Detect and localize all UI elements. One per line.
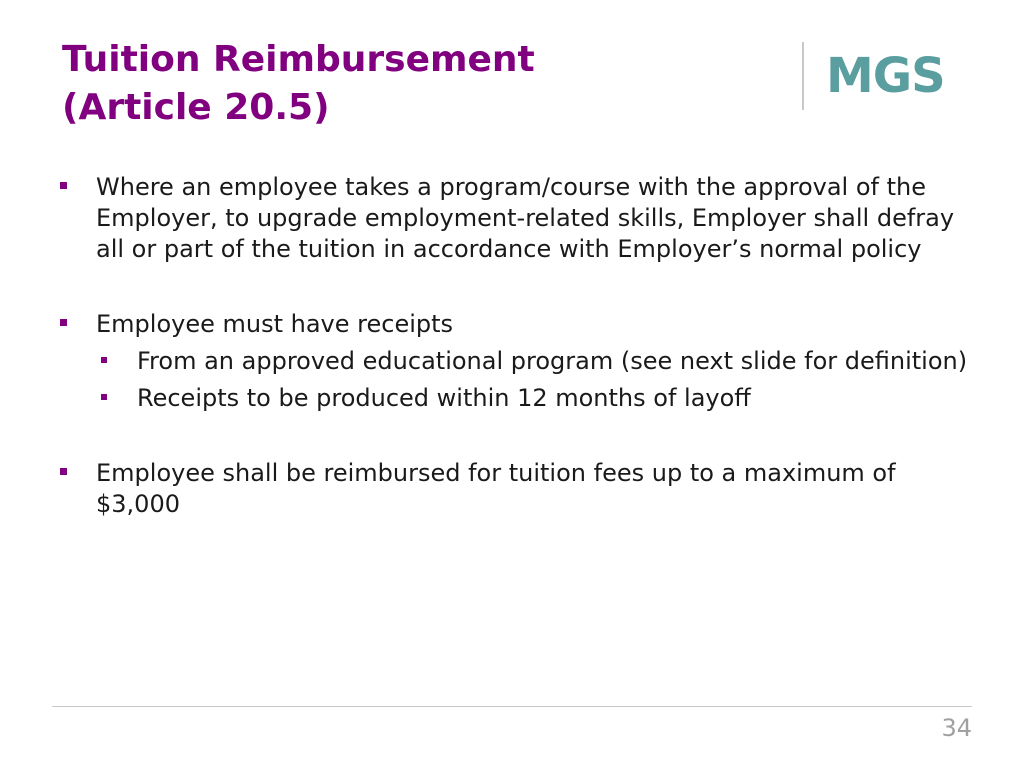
bullet-item-2 bbox=[56, 309, 986, 340]
sub-bullet-item-2 bbox=[56, 383, 986, 414]
bullet-item-1 bbox=[56, 172, 986, 265]
sub-bullet-text: From an approved educational program (see next slide for definition) bbox=[137, 347, 968, 375]
slide-title bbox=[62, 36, 762, 132]
slide-title-line-1: Tuition Reimbursement bbox=[62, 39, 535, 80]
page-number: 34 bbox=[941, 714, 972, 742]
bullet-text: Where an employee takes a program/course with the approval of the Employer, to upgrade employment-related skills, Employer shall defray all or part of the tuition in accordance with Employer’s normal policy bbox=[96, 173, 955, 263]
bullet-text: Employee shall be reimbursed for tuition fees up to a maximum of $3,000 bbox=[96, 459, 896, 518]
square-bullet-icon bbox=[101, 394, 107, 400]
sub-bullet-item-1 bbox=[56, 346, 986, 377]
slide-body bbox=[56, 172, 986, 520]
sub-bullet-text: Receipts to be produced within 12 months of layoff bbox=[137, 384, 751, 412]
bullet-text: Employee must have receipts bbox=[96, 310, 454, 338]
square-bullet-icon bbox=[101, 357, 107, 363]
square-bullet-icon bbox=[60, 319, 67, 326]
bullet-item-3 bbox=[56, 458, 986, 520]
slide-title-line-2: (Article 20.5) bbox=[62, 87, 330, 128]
logo-divider bbox=[802, 42, 804, 110]
square-bullet-icon bbox=[60, 468, 67, 475]
mgs-logo: MGS bbox=[826, 48, 945, 104]
footer-divider bbox=[52, 706, 972, 707]
square-bullet-icon bbox=[60, 182, 67, 189]
